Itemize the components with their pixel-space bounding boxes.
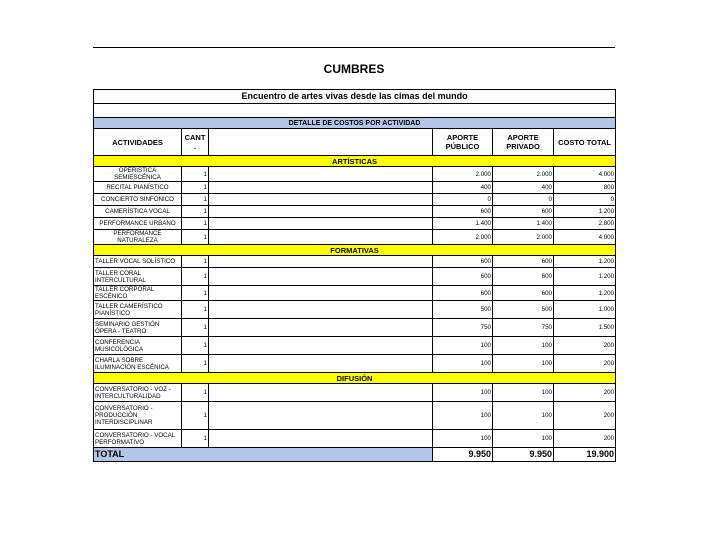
costo-total: 200 (554, 337, 616, 355)
aporte-publico: 2.000 (433, 230, 493, 245)
table-row (94, 194, 616, 206)
aporte-privado: 500 (493, 301, 554, 319)
table-row (94, 218, 616, 230)
total-costo: 19.900 (554, 448, 616, 462)
quantity: 1 (182, 182, 209, 194)
table-row (94, 402, 616, 430)
costo-total: 200 (554, 402, 616, 430)
table-row (94, 230, 616, 245)
quantity: 1 (182, 230, 209, 245)
aporte-publico: 750 (433, 319, 493, 337)
aporte-privado: 750 (493, 319, 554, 337)
total-row (94, 448, 616, 462)
aporte-publico: 100 (433, 430, 493, 448)
table-row (94, 355, 616, 373)
blank-cell (209, 384, 433, 402)
section-label: ARTÍSTICAS (94, 156, 616, 167)
col-cant: CANT . (182, 129, 209, 156)
blank-row (94, 104, 616, 118)
table-row (94, 286, 616, 301)
quantity: 1 (182, 402, 209, 430)
quantity: 1 (182, 286, 209, 301)
col-aporte-publico: APORTE PÚBLICO (433, 129, 493, 156)
blank-cell (209, 268, 433, 286)
quantity: 1 (182, 355, 209, 373)
blank-cell (209, 167, 433, 182)
blank-cell (209, 430, 433, 448)
costo-total: 200 (554, 355, 616, 373)
aporte-privado: 600 (493, 206, 554, 218)
costo-total: 200 (554, 384, 616, 402)
aporte-publico: 100 (433, 384, 493, 402)
quantity: 1 (182, 384, 209, 402)
activity-name: CONCIERTO SINFÓNICO (94, 194, 182, 206)
blank-cell (209, 206, 433, 218)
aporte-privado: 600 (493, 256, 554, 268)
blank-cell (209, 194, 433, 206)
costo-total: 1.000 (554, 301, 616, 319)
quantity: 1 (182, 167, 209, 182)
total-publico: 9.950 (433, 448, 493, 462)
table-row (94, 206, 616, 218)
table-row (94, 182, 616, 194)
blank-cell (209, 256, 433, 268)
column-header-row (94, 129, 616, 156)
costo-total: 1.200 (554, 206, 616, 218)
costo-total: 1.200 (554, 286, 616, 301)
aporte-publico: 600 (433, 256, 493, 268)
cost-table (93, 89, 616, 462)
aporte-privado: 100 (493, 337, 554, 355)
costo-total: 2.800 (554, 218, 616, 230)
quantity: 1 (182, 256, 209, 268)
aporte-privado: 100 (493, 355, 554, 373)
document-title: CUMBRES (323, 62, 385, 76)
aporte-publico: 100 (433, 402, 493, 430)
aporte-privado: 600 (493, 268, 554, 286)
col-actividades: ACTIVIDADES (94, 129, 182, 156)
quantity: 1 (182, 301, 209, 319)
aporte-publico: 500 (433, 301, 493, 319)
aporte-privado: 0 (493, 194, 554, 206)
costo-total: 0 (554, 194, 616, 206)
activity-name: CAMERÍSTICA VOCAL (94, 206, 182, 218)
total-label: TOTAL (94, 448, 433, 462)
blank-cell (209, 402, 433, 430)
table-row (94, 268, 616, 286)
detail-header: DETALLE DE COSTOS POR ACTIVIDAD (94, 118, 616, 129)
event-subtitle: Encuentro de artes vivas desde las cimas del mundo (94, 90, 616, 104)
section-row (94, 156, 616, 167)
aporte-publico: 100 (433, 355, 493, 373)
aporte-publico: 400 (433, 182, 493, 194)
table-row (94, 384, 616, 402)
costo-total: 4.000 (554, 167, 616, 182)
aporte-privado: 400 (493, 182, 554, 194)
aporte-publico: 600 (433, 268, 493, 286)
table-row (94, 167, 616, 182)
section-row (94, 245, 616, 256)
quantity: 1 (182, 337, 209, 355)
activity-name: TALLER VOCAL SOLÍSTICO (94, 256, 182, 268)
table-row (94, 301, 616, 319)
total-privado: 9.950 (493, 448, 554, 462)
costo-total: 1.200 (554, 256, 616, 268)
activity-name: CONVERSATORIO - VOZ - INTERCULTURALIDAD (94, 384, 182, 402)
blank-cell (209, 218, 433, 230)
aporte-publico: 1.400 (433, 218, 493, 230)
activity-name: CHARLA SOBRE ILUMINACIÓN ESCÉNICA (94, 355, 182, 373)
activity-name: TALLER CAMERÍSTICO PIANÍSTICO (94, 301, 182, 319)
costo-total: 4.000 (554, 230, 616, 245)
section-label: DIFUSIÓN (94, 373, 616, 384)
aporte-publico: 0 (433, 194, 493, 206)
quantity: 1 (182, 194, 209, 206)
costo-total: 1.500 (554, 319, 616, 337)
aporte-privado: 600 (493, 286, 554, 301)
col-blank (209, 129, 433, 156)
aporte-publico: 600 (433, 286, 493, 301)
blank-cell (209, 319, 433, 337)
aporte-publico: 100 (433, 337, 493, 355)
table-row (94, 430, 616, 448)
table-row (94, 256, 616, 268)
aporte-privado: 2.000 (493, 230, 554, 245)
activity-name: CONVERSATORIO - VOCAL PERFORMATIVO (94, 430, 182, 448)
blank-cell (209, 286, 433, 301)
activity-name: OPERÍSTICA SEMIESCÉNICA (94, 167, 182, 182)
aporte-publico: 2.000 (433, 167, 493, 182)
section-label: FORMATIVAS (94, 245, 616, 256)
aporte-privado: 1.400 (493, 218, 554, 230)
table-row (94, 337, 616, 355)
quantity: 1 (182, 268, 209, 286)
quantity: 1 (182, 319, 209, 337)
blank-cell (209, 355, 433, 373)
top-rule (93, 47, 615, 48)
activity-name: TALLER CORPORAL ESCÉNICO (94, 286, 182, 301)
aporte-publico: 600 (433, 206, 493, 218)
table-row (94, 319, 616, 337)
blank-cell (209, 182, 433, 194)
blank-cell (209, 337, 433, 355)
activity-name: SEMINARIO GESTIÓN ÓPERA - TEATRO (94, 319, 182, 337)
blank-cell (209, 230, 433, 245)
aporte-privado: 100 (493, 384, 554, 402)
activity-name: TALLER CORAL INTERCULTURAL (94, 268, 182, 286)
aporte-privado: 2.000 (493, 167, 554, 182)
aporte-privado: 100 (493, 402, 554, 430)
blank-cell (209, 301, 433, 319)
costo-total: 200 (554, 430, 616, 448)
quantity: 1 (182, 206, 209, 218)
activity-name: PERFORMANCE URBANO (94, 218, 182, 230)
activity-name: RECITAL PIANÍSTICO (94, 182, 182, 194)
section-row (94, 373, 616, 384)
col-costo-total: COSTO TOTAL (554, 129, 616, 156)
activity-name: CONFERENCIA MUSICOLÓGICA (94, 337, 182, 355)
costo-total: 1.200 (554, 268, 616, 286)
aporte-privado: 100 (493, 430, 554, 448)
col-aporte-privado: APORTE PRIVADO (493, 129, 554, 156)
activity-name: PERFORMANCE NATURALEZA (94, 230, 182, 245)
quantity: 1 (182, 430, 209, 448)
activity-name: CONVERSATORIO - PRODUCCIÓN INTERDISCIPLINAR (94, 402, 182, 430)
quantity: 1 (182, 218, 209, 230)
costo-total: 800 (554, 182, 616, 194)
